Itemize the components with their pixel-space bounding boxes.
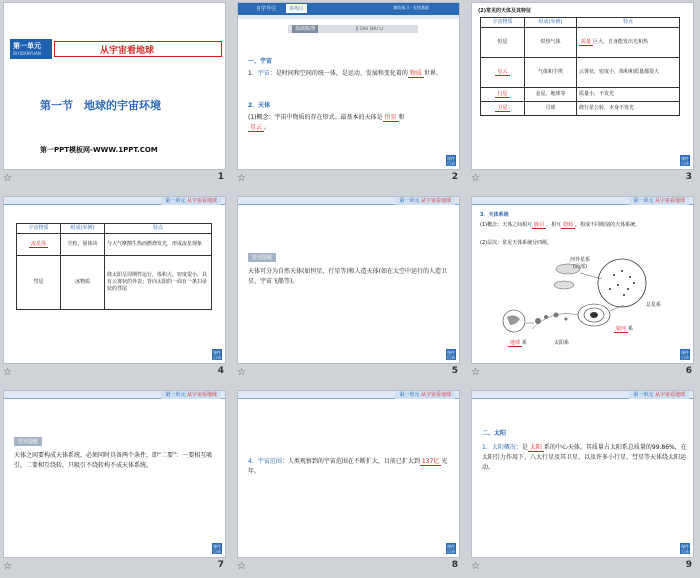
slide-footer bbox=[237, 172, 460, 188]
heading: 2．天体 bbox=[248, 102, 271, 109]
slide-footer bbox=[237, 366, 460, 382]
taiyang-label: 太阳系 bbox=[554, 340, 570, 346]
corner-icon[interactable]: 课件 目录 bbox=[213, 350, 221, 360]
corner-icon[interactable]: 课件 目录 bbox=[447, 350, 455, 360]
sun-line: 1．太阳概况：是 太阳 系的中心天体，其质量占太阳系总质量的99.86%，在太阳引力作用下，八大行星及其卫星、以及许多小行星、彗星等天体绕太阳运动。 bbox=[482, 444, 687, 471]
slide-footer bbox=[471, 172, 694, 188]
slide-3 bbox=[471, 2, 694, 170]
slide-7: 第一单元 从宇宙看地球 特别提醒 天体之间要构成天体系统，必须同时具备两个条件，即“二要”：一要相互吸引，二要相互绕转，只吸引不绕转构不成天体系统。 课件 目录 bbox=[3, 390, 226, 558]
tab-label: 讲练区 bbox=[286, 4, 307, 13]
hewai-label: 河外星系 (局部) bbox=[570, 257, 591, 270]
slide-5: 第一单元 从宇宙看地球 特别提醒 天体可分为自然天体(如恒星、行星等)和人造天体(如在太空中运行的人造卫星、宇宙飞船等)。 课件 目录 bbox=[237, 196, 460, 364]
tip-text: 天体可分为自然天体(如恒星、行星等)和人造天体(如在太空中运行的人造卫星、宇宙飞船等)。 bbox=[248, 268, 448, 285]
tip-text: 天体之间要构成天体系统，必须同时具备两个条件，即“二要”：一要相互吸引，二要相互绕转，只吸引不绕转构不成天体系统。 bbox=[14, 452, 213, 469]
galaxy-cluster-icon bbox=[598, 259, 646, 307]
slide-number: 8 bbox=[451, 560, 458, 570]
tip-tag: 特别提醒 bbox=[248, 253, 276, 262]
slide-8: 第一单元 从宇宙看地球 4．宇宙范围：人类观察到的宇宙范围在不断扩大，目前已扩大到 137亿 光年。 课件 目录 bbox=[237, 390, 460, 558]
slide-footer bbox=[3, 366, 226, 382]
slide-4: 第一单元 从宇宙看地球 宇宙物质 组成(举例) 特点 流星体 尘粒、固体块 与大气摩擦生热而燃烧发光，形成流星现象 彗星 冰物质 绕太阳呈周期性运行，体积大，密度很小，具有云雾状的外表；背向太阳的一面有一条扫帚状的彗尾 课件 目录 bbox=[3, 196, 226, 364]
base-tag: 基础梳理 bbox=[292, 25, 318, 33]
heading: 3．天体系统 bbox=[480, 212, 509, 218]
slide-thumbnail-3[interactable] bbox=[468, 0, 700, 192]
unit-title: 从宇宙看地球 bbox=[100, 46, 155, 56]
slide-2 bbox=[237, 2, 460, 170]
slide-number: 9 bbox=[685, 560, 692, 570]
slide-thumbnail-9[interactable] bbox=[468, 388, 700, 578]
slide-footer bbox=[471, 366, 694, 382]
tip-tag: 特别提醒 bbox=[14, 437, 42, 446]
corner-icon[interactable]: 课件 目录 bbox=[681, 350, 689, 360]
slide-number: 2 bbox=[451, 172, 458, 182]
slide-number: 5 bbox=[451, 366, 458, 376]
star-icon[interactable]: ☆ bbox=[3, 367, 12, 378]
slide-footer bbox=[3, 560, 226, 576]
slide-footer bbox=[471, 560, 694, 576]
celestial-table: 宇宙物质 组成(举例) 特点 恒星 炽热气体 质量 巨大，自身能发出光和热 星云 气体和尘埃 云雾状，密度小，体积和质量都很大 行星 金星、地球等 质量小，不发光 卫星 月球 绕行星公转，本身不发光 bbox=[480, 17, 680, 116]
diqiu-label: 地球 系 bbox=[510, 340, 528, 346]
star-icon[interactable]: ☆ bbox=[471, 561, 480, 572]
slide-footer bbox=[3, 172, 226, 188]
slide-6: 第一单元 从宇宙看地球 3．天体系统 (1)概念：天体之间相互 吸引 、相互 绕转 ，构成不同级别的天体系统。 (2)层次：常见天体系统分四级。 河外星系 (局部) 总星系 银河 系 地球 系 太阳系 课件 目录 bbox=[471, 196, 694, 364]
slide-thumbnail-7[interactable] bbox=[0, 388, 233, 578]
section-title: 第一节 地球的宇宙环境 bbox=[40, 99, 161, 112]
slide-thumbnail-2[interactable] bbox=[234, 0, 467, 192]
star-icon[interactable]: ☆ bbox=[471, 173, 480, 184]
corner-icon[interactable]: 课件 目录 bbox=[447, 544, 455, 554]
corner-icon[interactable]: 课件 目录 bbox=[681, 544, 689, 554]
slide-number: 6 bbox=[685, 366, 692, 376]
slide-number: 1 bbox=[217, 172, 224, 182]
top-bar bbox=[238, 3, 459, 15]
slide-number: 4 bbox=[217, 366, 224, 376]
concept-line: (1)概念：宇宙中物质的存在形式。最基本的天体是 恒星 和 星云 。 bbox=[248, 114, 405, 131]
corner-icon[interactable]: 课件 目录 bbox=[447, 156, 455, 166]
heading: 二、太阳 bbox=[482, 430, 507, 437]
slide-1 bbox=[3, 2, 226, 170]
slide-thumbnail-5[interactable] bbox=[234, 194, 467, 386]
star-icon[interactable]: ☆ bbox=[237, 173, 246, 184]
slide-number: 7 bbox=[217, 560, 224, 570]
slide-9: 第一单元 从宇宙看地球 二、太阳 1．太阳概况：是 太阳 系的中心天体，其质量占太阳系总质量的99.86%，在太阳引力作用下，八大行星及其卫星、以及许多小行星、彗星等天体绕太阳运动。 课件 目录 bbox=[471, 390, 694, 558]
star-icon[interactable]: ☆ bbox=[3, 561, 12, 572]
range-line: 4．宇宙范围：人类观察到的宇宙范围在不断扩大，目前已扩大到 137亿 光年。 bbox=[248, 458, 448, 475]
star-icon[interactable]: ☆ bbox=[237, 561, 246, 572]
top-right-text: 课前预习 · 在线基础 bbox=[393, 5, 429, 10]
unit-sub: DIYIDANYUAN bbox=[13, 51, 41, 56]
corner-icon[interactable]: 课件 目录 bbox=[681, 156, 689, 166]
yinhe-label: 银河 系 bbox=[616, 326, 634, 332]
star-icon[interactable]: ☆ bbox=[471, 367, 480, 378]
source-text: 第一PPT模板网-WWW.1PPT.COM bbox=[40, 146, 158, 154]
unit-label: 第一单元 bbox=[13, 42, 41, 50]
unit-badge bbox=[10, 39, 52, 59]
slide-thumbnail-6[interactable] bbox=[468, 194, 700, 386]
slide-footer bbox=[237, 560, 460, 576]
base-tag-sub: JI CHU SHU LI bbox=[356, 26, 383, 31]
slide-thumbnail-4[interactable] bbox=[0, 194, 233, 386]
slide-thumbnail-8[interactable] bbox=[234, 388, 467, 578]
level-line: (2)层次：常见天体系统分四级。 bbox=[480, 240, 553, 246]
tab-label: 自学导引 bbox=[256, 6, 277, 12]
slide-number: 3 bbox=[685, 172, 692, 182]
base-tag-bar bbox=[288, 25, 418, 33]
corner-icon[interactable]: 课件 目录 bbox=[213, 544, 221, 554]
star-icon[interactable]: ☆ bbox=[237, 367, 246, 378]
heading: 一、宇宙 bbox=[248, 58, 273, 65]
concept-line: (1)概念：天体之间相互 吸引 、相互 绕转 ，构成不同级别的天体系统。 bbox=[480, 222, 641, 228]
table-caption: (2)常见的天体及其特征 bbox=[478, 8, 532, 14]
definition-line: 1．宇宙：是时间和空间的统一体，是运动、发展和变化着的 物质 世界。 bbox=[248, 70, 442, 77]
star-icon[interactable]: ☆ bbox=[3, 173, 12, 184]
slide-thumbnail-1[interactable] bbox=[0, 0, 233, 192]
zongxingxi-label: 总星系 bbox=[646, 302, 662, 308]
celestial-table-2: 宇宙物质 组成(举例) 特点 流星体 尘粒、固体块 与大气摩擦生热而燃烧发光，形成流星现象 彗星 冰物质 绕太阳呈周期性运行，体积大，密度很小，具有云雾状的外表；背向太阳的一面有一条扫帚状的彗尾 bbox=[16, 223, 212, 310]
